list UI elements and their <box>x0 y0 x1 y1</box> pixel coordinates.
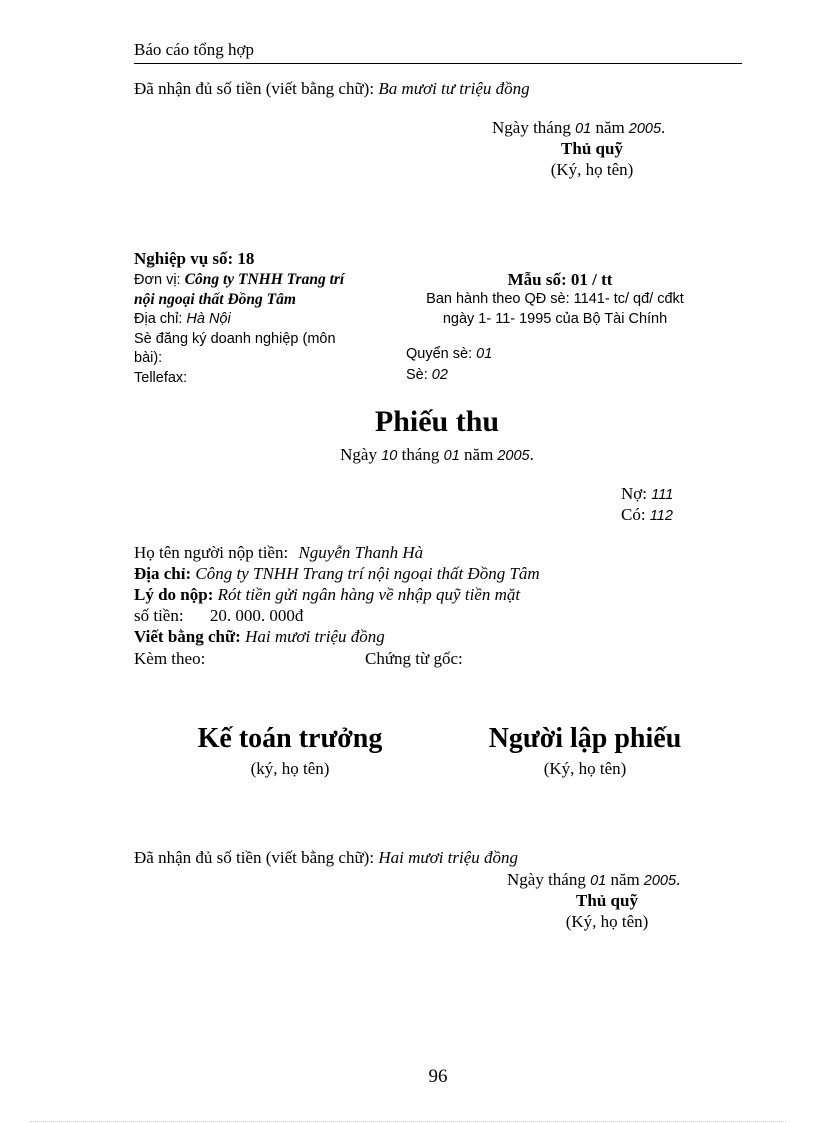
voucher-address-line <box>134 311 231 327</box>
bottom-received-value: Hai mươi triệu đồng <box>378 848 519 867</box>
bottom-date-month: 01 <box>590 873 607 889</box>
receipt-date <box>237 445 637 465</box>
preparer-sign: (Ký, họ tên) <box>543 759 627 778</box>
issued-line-2: ngày 1- 11- 1995 của Bộ Tài Chính <box>442 311 668 327</box>
receipt-title: Phiếu thu <box>374 405 500 438</box>
credit-value: 112 <box>649 508 673 524</box>
reason-label: Lý do nộp: <box>134 585 214 604</box>
form-number: Mẫu số: 01 / tt <box>507 270 613 289</box>
amount-label: số tiền: <box>134 606 184 625</box>
preparer-title: Người lập phiếu <box>488 723 682 754</box>
top-cashier-sign: (Ký, họ tên) <box>550 160 634 179</box>
fax-line: Tellefax: <box>134 370 188 386</box>
reason-value: Rót tiền gửi ngân hàng về nhập quỹ tiền mặt <box>217 585 521 604</box>
book-line <box>406 346 492 362</box>
book-value: 01 <box>476 346 493 362</box>
date-end: . <box>661 118 666 137</box>
bottom-date-year: 2005 <box>643 873 677 889</box>
top-cashier-title: Thủ quỹ <box>561 139 623 158</box>
number-line <box>406 367 448 383</box>
receipt-address-value: Công ty TNHH Trang trí nội ngoại thất Đồng Tâm <box>195 564 540 583</box>
page-number: 96 <box>428 1066 448 1087</box>
unit-line <box>134 271 344 289</box>
chief-accountant-title: Kế toán trưởng <box>197 723 383 754</box>
debit-value: 111 <box>651 487 674 503</box>
receipt-date-day: 10 <box>381 448 398 464</box>
page-header-title: Báo cáo tổng hợp <box>134 40 254 59</box>
bottom-cashier-sign: (Ký, họ tên) <box>565 912 649 931</box>
voucher-address-value: Hà Nội <box>186 311 231 327</box>
top-received-line <box>134 79 530 99</box>
unit-value-2: nội ngoại thất Đồng Tâm <box>134 291 296 308</box>
reg-line-1: Sè đăng ký doanh nghiệp (môn <box>134 331 336 347</box>
payer-label: Họ tên người nộp tiền: <box>134 543 289 562</box>
chief-accountant-sign: (ký, họ tên) <box>250 759 330 778</box>
words-label: Viết bằng chữ: <box>134 627 241 646</box>
bottom-received-label: Đã nhận đủ số tiền (viết bằng chữ): <box>134 848 375 867</box>
receipt-date-year: 2005 <box>497 448 530 464</box>
receipt-date-end: . <box>529 445 534 464</box>
unit-value-1: Công ty TNHH Trang trí <box>184 271 345 288</box>
issued-line-1: Ban hành theo QĐ sè: 1141- tc/ qđ/ cđkt <box>426 291 684 307</box>
date-mid: năm <box>595 118 625 137</box>
bottom-date-mid: năm <box>610 870 640 889</box>
transaction-number: Nghiệp vụ số: 18 <box>134 249 255 268</box>
receipt-date-p1: Ngày <box>340 445 377 464</box>
date-year: 2005 <box>628 121 662 137</box>
page-bottom-border <box>30 1121 786 1122</box>
debit-label: Nợ: <box>621 484 647 503</box>
date-prefix: Ngày tháng <box>492 118 571 137</box>
debit-line <box>621 484 673 504</box>
header-divider <box>134 63 742 64</box>
payer-value: Nguyễn Thanh Hà <box>298 543 424 562</box>
attach-label: Kèm theo: <box>134 649 206 668</box>
words-line <box>134 627 385 647</box>
receipt-address-label: Địa chỉ: <box>134 564 192 583</box>
voucher-address-label: Địa chỉ: <box>134 311 183 327</box>
received-value: Ba mươi tư triệu đồng <box>378 79 530 98</box>
payer-line <box>134 543 423 563</box>
original-docs-label: Chứng từ gốc: <box>365 649 463 668</box>
receipt-date-p2: tháng <box>401 445 440 464</box>
reg-line-2: bài): <box>134 350 163 366</box>
bottom-cashier-title: Thủ quỹ <box>576 891 638 910</box>
received-label: Đã nhận đủ số tiền (viết bằng chữ): <box>134 79 375 98</box>
top-date <box>492 118 665 138</box>
number-label: Sè: <box>406 367 428 383</box>
bottom-date <box>507 870 680 890</box>
credit-line <box>621 505 673 525</box>
number-value: 02 <box>431 367 448 383</box>
bottom-received-line <box>134 848 518 868</box>
reason-line <box>134 585 520 605</box>
date-month: 01 <box>575 121 592 137</box>
amount-value: 20. 000. 000đ <box>209 606 304 625</box>
bottom-date-end: . <box>676 870 681 889</box>
receipt-address-line <box>134 564 540 584</box>
credit-label: Có: <box>621 505 646 524</box>
amount-line <box>134 606 303 626</box>
unit-label: Đơn vị: <box>134 272 181 288</box>
receipt-date-p3: năm <box>464 445 494 464</box>
book-label: Quyển sè: <box>406 346 473 362</box>
receipt-date-month: 01 <box>443 448 460 464</box>
words-value: Hai mươi triệu đồng <box>245 627 385 646</box>
bottom-date-prefix: Ngày tháng <box>507 870 586 889</box>
